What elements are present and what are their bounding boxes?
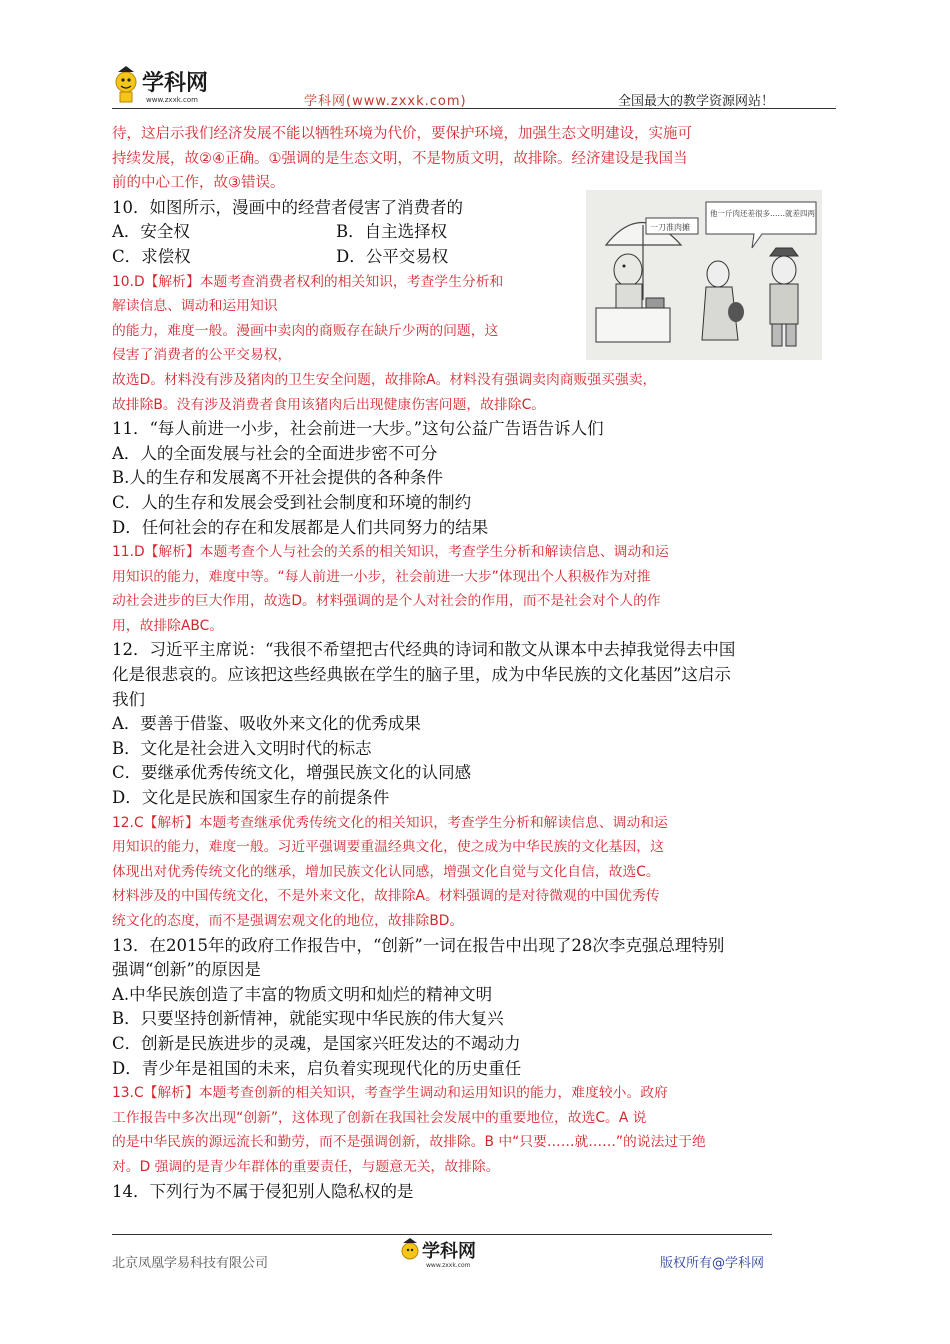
- q12-analysis-line-3: 体现出对优秀传统文化的继承，增加民族文化认同感，增强文化自觉与文化自信，故选C。: [112, 863, 660, 880]
- q13-analysis-line-2: 工作报告中多次出现“创新”，这体现了创新在我国社会发展中的重要地位，故选C。A 说: [112, 1109, 647, 1126]
- q12-option-a: A．要善于借鉴、吸收外来文化的优秀成果: [112, 714, 421, 734]
- q11-analysis-line-1: 11.D【解析】本题考查个人与社会的关系的相关知识，考查学生分析和解读信息、调动和运: [112, 544, 669, 561]
- q12-analysis-line-2: 用知识的能力，难度一般。习近平强调要重温经典文化，使之成为中华民族的文化基因，这: [112, 839, 664, 856]
- header-slogan: 全国最大的教学资源网站！: [618, 94, 775, 109]
- prev-analysis-line-2: 持续发展，故②④正确。①强调的是生态文明，不是物质文明，故排除。经济建设是我国当: [112, 150, 688, 167]
- q11-stem: 11．“每人前进一小步，社会前进一大步。”这句公益广告语告诉人们: [112, 419, 604, 439]
- q10-option-d: D．公平交易权: [336, 246, 449, 266]
- q10-option-c: C．求偿权: [112, 246, 191, 266]
- q13-analysis-line-4: 对。D 强调的是青少年群体的重要责任，与题意无关，故排除。: [112, 1158, 500, 1175]
- q12-stem-line-1: 12．习近平主席说：“我很不希望把古代经典的诗词和散文从课本中去掉我觉得去中国: [112, 640, 736, 660]
- header-site-text[interactable]: 学科网(www.zxxk.com): [304, 94, 467, 109]
- q13-option-d: D．青少年是祖国的未来，启负着实现现代化的历史重任: [112, 1058, 522, 1078]
- q10-analysis-line-5: 故选D。材料没有涉及猪肉的卫生安全问题，故排除A。材料没有强调卖肉商贩强买强卖，: [112, 371, 657, 388]
- q12-option-d: D．文化是民族和国家生存的前提条件: [112, 788, 390, 808]
- q10-analysis-line-4: 侵害了消费者的公平交易权，: [112, 347, 292, 364]
- header-logo: [112, 60, 232, 108]
- q10-option-b: B．自主选择权: [336, 222, 448, 242]
- q10-analysis-line-2: 解读信息、调动和运用知识: [112, 298, 278, 315]
- prev-analysis-line-3: 前的中心工作，故③错误。: [112, 175, 285, 192]
- q12-option-c: C．要继承优秀传统文化，增强民族文化的认同感: [112, 763, 472, 783]
- q13-option-a: A.中华民族创造了丰富的物质文明和灿烂的精神文明: [112, 984, 493, 1004]
- q13-option-c: C．创新是民族进步的灵魂，是国家兴旺发达的不竭动力: [112, 1033, 521, 1053]
- q12-analysis-line-1: 12.C【解析】本题考查继承优秀传统文化的相关知识，考查学生分析和解读信息、调动和运: [112, 814, 668, 831]
- q10-option-a: A．安全权: [112, 222, 190, 242]
- footer-logo-text: 学科网: [422, 1241, 476, 1262]
- q13-analysis-line-3: 的是中华民族的源远流长和勤劳，而不是强调创新，故排除。B 中“只要……就……”的说法过于绝: [112, 1134, 706, 1151]
- page-body: [112, 122, 840, 1204]
- q12-stem-line-2: 化是很悲哀的。应该把这些经典嵌在学生的脑子里，成为中华民族的文化基因”这启示: [112, 665, 731, 685]
- cartoon-sign-text: 一刀准肉摊: [650, 223, 690, 232]
- q11-analysis-line-3: 动社会进步的巨大作用，故选D。材料强调的是个人对社会的作用，而不是社会对个人的作: [112, 593, 661, 610]
- q14-stem: 14．下列行为不属于侵犯别人隐私权的是: [112, 1181, 414, 1201]
- q10-analysis-line-3: 的能力，难度一般。漫画中卖肉的商贩存在缺斤少两的问题，这: [112, 322, 499, 339]
- q13-stem-line-1: 13．在2015年的政府工作报告中，“创新”一词在报告中出现了28次李克强总理特别: [112, 935, 725, 955]
- footer-divider: [112, 1234, 772, 1235]
- cartoon-speech-text: 他一斤肉还差很多……就差四两: [710, 209, 815, 218]
- q13-stem-line-2: 强调“创新”的原因是: [112, 960, 261, 980]
- footer-company: 北京凤凰学易科技有限公司: [112, 1256, 269, 1271]
- header-divider: [112, 108, 836, 109]
- q12-analysis-line-5: 统文化的态度，而不是强调宏观文化的地位，故排除BD。: [112, 913, 464, 929]
- q11-analysis-line-4: 用，故排除ABC。: [112, 617, 224, 634]
- q13-option-b: B．只要坚持创新情神，就能实现中华民族的伟大复兴: [112, 1009, 504, 1029]
- q13-analysis-line-1: 13.C【解析】本题考查创新的相关知识，考查学生调动和运用知识的能力，难度较小。政府: [112, 1085, 668, 1102]
- q11-option-a: A．人的全面发展与社会的全面进步密不可分: [112, 443, 438, 463]
- q10-analysis-line-1: 10.D【解析】本题考查消费者权利的相关知识，考查学生分析和: [112, 273, 504, 290]
- q10-options-row-2: [112, 245, 840, 270]
- q10-options-row-1: [112, 220, 840, 245]
- footer-copyright[interactable]: 版权所有@学科网: [660, 1256, 765, 1271]
- header-logo-text: 学科网: [142, 71, 209, 96]
- q11-option-b: B.人的生存和发展离不开社会提供的各种条件: [112, 468, 443, 488]
- header-logo-url: www.zxxk.com: [146, 96, 198, 104]
- q12-option-b: B．文化是社会进入文明时代的标志: [112, 738, 372, 758]
- footer-logo: [400, 1236, 500, 1270]
- q10-analysis-line-6: 故排除B。没有涉及消费者食用该猪肉后出现健康伤害问题，故排除C。: [112, 396, 546, 413]
- q11-option-d: D．任何社会的存在和发展都是人们共同努力的结果: [112, 517, 489, 537]
- q11-analysis-line-2: 用知识的能力，难度中等。“每人前进一小步，社会前进一大步”体现出个人积极作为对推: [112, 568, 651, 585]
- q10-stem: 10．如图所示，漫画中的经营者侵害了消费者的: [112, 197, 463, 217]
- footer-logo-url: www.zxxk.com: [426, 1262, 471, 1269]
- q12-stem-line-3: 我们: [112, 689, 145, 709]
- q12-analysis-line-4: 材料涉及的中国传统文化，不是外来文化，故排除A。材料强调的是对待微观的中国优秀传: [112, 888, 660, 905]
- prev-analysis-line-1: 待，这启示我们经济发展不能以牺牲环境为代价，要保护环境，加强生态文明建设，实施可: [112, 126, 692, 142]
- q11-option-c: C．人的生存和发展会受到社会制度和环境的制约: [112, 492, 472, 512]
